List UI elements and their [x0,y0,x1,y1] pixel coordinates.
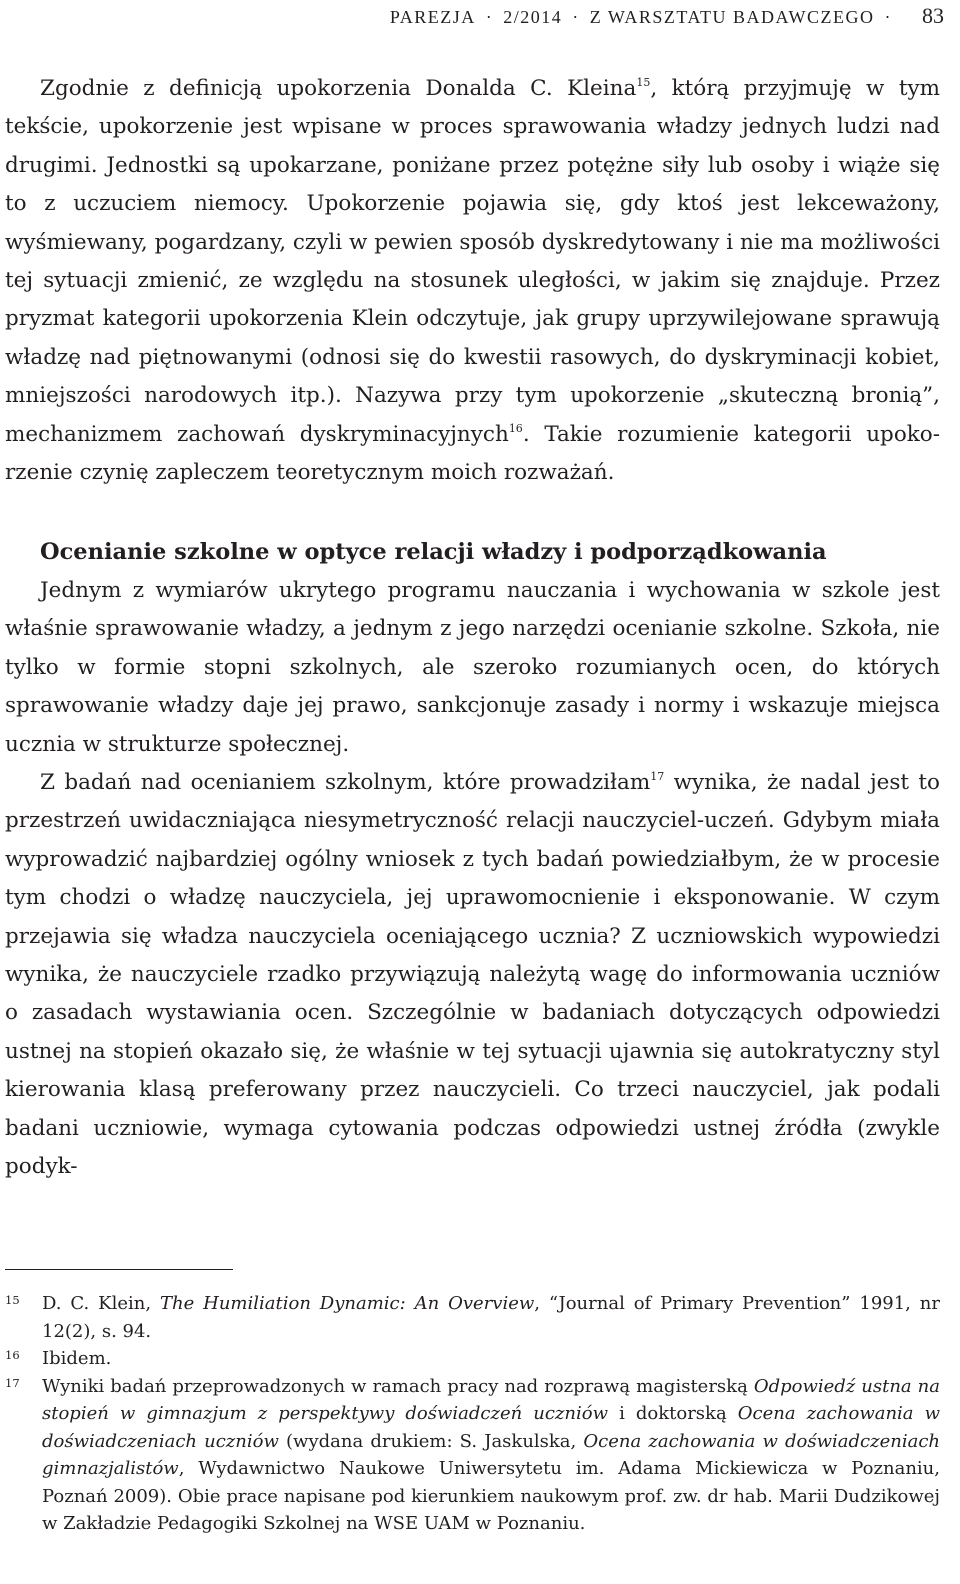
text-run: Z badań nad ocenianiem szkolnym, które prowadziłam [40,769,651,795]
footnote-number: 17 [5,1375,20,1390]
paragraph: Jednym z wymiarów ukrytego programu nauczania i wychowania w szkole jest właśnie sprawowanie władzy, a jednym z jego narzędzi ocenianie szkolne. Szkoła, nie tylko w formie stopni szkolnych, ale szeroko rozumianych ocen, do których sprawowanie władzy daje jej prawo, sankcjonuje zasady i normy i wskazuje miejsca ucznia w strukturze społecznej. [5,577,940,757]
header-separator: · [572,7,580,27]
paragraph [5,764,940,1186]
italic-title: Ocena zachowania w doświadczeniach gimnazjalistów [42,1430,940,1479]
footnote-16 [5,1345,940,1373]
paragraph [5,70,940,492]
text-run: Ibidem. [42,1348,112,1369]
text-run: wynika, że nadal jest to przestrzeń uwidaczniająca niesymetryczność relacji nauczyciel-uczeń. Gdybym miała wyprowadzić najbardziej ogólny wniosek z tych badań powiedziałbym, że w procesie tym chodzi o władzę nauczyciela, jej uprawomocnienie i eksponowanie. W czym przejawia się władza nauczyciela oceniającego ucznia? Z uczniowskich wypowiedzi wynika, że nauczyciele rzadko przywiązują należytą wagę do informowania uczniów o zasadach wystawiania ocen. Szczególnie w badaniach dotyczących odpowiedzi ustnej na stopień okazało się, że właśnie w tej sytuacji ujawnia się autokratyczny styl kierowania klasą preferowany przez nauczycieli. Co trzeci nauczyciel, jak podali badani uczniowie, wymaga cytowania podczas odpowiedzi ustnej źródła (zwykle podyk- [5,769,940,1179]
italic-title: Odpowiedź ustna na stopień w gimnazjum z perspektywy doświadczeń uczniów [42,1375,940,1424]
text-run: D. C. Klein, [42,1293,160,1314]
text-run: Zgodnie z definicją upokorzenia Donalda C. Kleina [40,76,637,101]
italic-title: Ocena zachowania w doświadczeniach uczniów [42,1403,940,1452]
footnotes [5,1290,940,1538]
text-run: , “Journal of Primary Prevention” 1991, nr 12(2), s. 94. [42,1293,940,1342]
footnote-ref-17[interactable]: 17 [650,769,665,783]
page-number: 83 [922,3,944,28]
text-run: . Takie rozumienie kategorii upokorzenie czynię zapleczem teoretycznym moich rozważań. [5,421,941,486]
footnote-ref-15[interactable]: 15 [636,76,651,89]
footnote-number: 15 [5,1293,20,1307]
section-heading: Ocenianie szkolne w optyce relacji władzy i podporządkowania [40,539,827,566]
section-name: Z WARSZTATU BADAWCZEGO [589,7,875,27]
text-run: (wydana drukiem: S. Jaskulska, [278,1430,584,1452]
text-run: , którą przyjmuję w tym tekście, upokorzenie jest wpisane w proces sprawowania władzy jednych ludzi nad drugimi. Jednostki są upokarzane, poniżane przez potężne siły lub osoby i wiąże się to z uczuciem niemocy. Upokorzenie pojawia się, gdy ktoś jest lekceważony, wyśmiewany, pogardzany, czyli w pewien sposób dyskredytowany i nie ma możliwości tej sytuacji zmienić, ze względu na stosunek uległości, w jakim się znajduje. Przez pryzmat kategorii upokorzenia Klein odczytuje, jak grupy uprzywilejowane sprawują władzę nad piętnowanymi (odnosi się do kwestii rasowych, do dyskryminacji kobiet, mniejszości narodowych itp.). Nazywa przy tym upokorzenie „skuteczną bronią”, mechanizmem zachowań dyskryminacyjnych [5,76,941,447]
header-separator: · [884,7,892,27]
footnote-15 [5,1290,940,1345]
footnote-17 [5,1373,940,1538]
footnote-divider [5,1269,233,1270]
issue-number: 2/2014 [503,7,563,27]
journal-name: PAREZJA [389,7,476,27]
header-separator: · [485,7,494,27]
text-run: Wyniki badań przeprowadzonych w ramach pracy nad rozprawą magisterską [42,1375,754,1397]
main-text [5,70,940,1186]
italic-title: The Humiliation Dynamic: An Overview [159,1293,535,1314]
text-run: i doktorską [608,1403,738,1424]
footnote-number: 16 [5,1348,20,1362]
text-run: , Wydawnictwo Naukowe Uniwersytetu im. Adama Mickiewicza w Poznaniu, Poznań 2009). Obie prace napisane pod kierunkiem naukowym prof. zw. dr hab. Marii Dudzikowej w Zakładzie Pedagogiki Szkolnej na WSE UAM w Poznaniu. [42,1458,940,1534]
running-header [0,2,944,30]
footnote-ref-16[interactable]: 16 [508,421,523,435]
